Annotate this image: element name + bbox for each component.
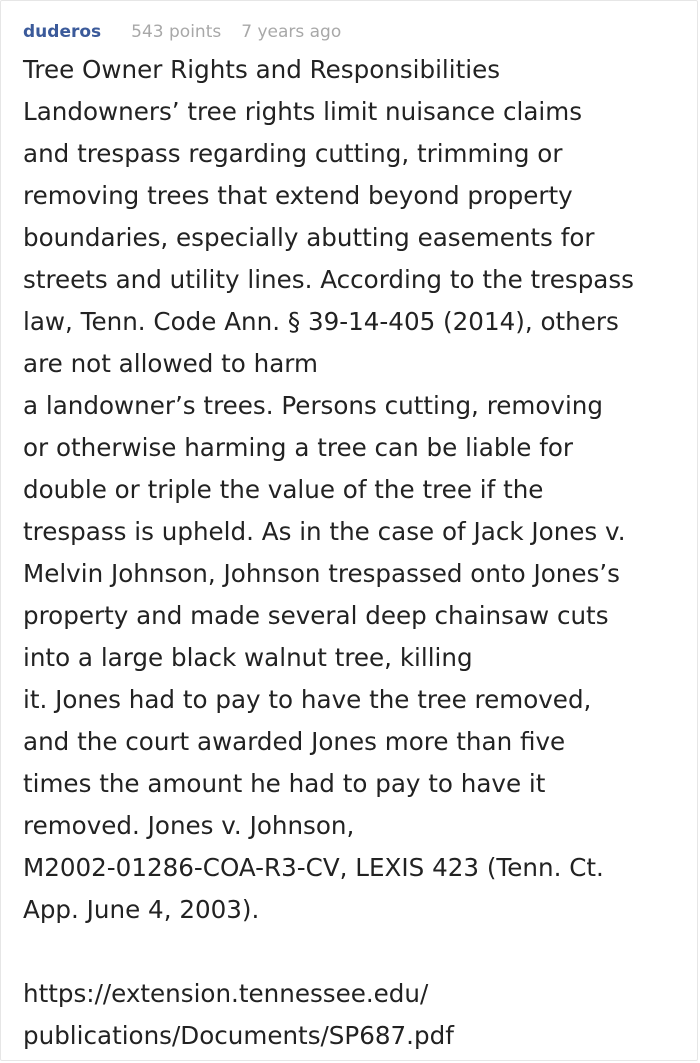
comment-line: App. June 4, 2003). (23, 895, 260, 924)
comment-line: boundaries, especially abutting easements for (23, 223, 595, 252)
comment-line: into a large black walnut tree, killing (23, 643, 473, 672)
comment-line: law, Tenn. Code Ann. § 39-14-405 (2014), others (23, 307, 619, 336)
comment-line: it. Jones had to pay to have the tree removed, (23, 685, 592, 714)
comment-meta (23, 19, 341, 45)
comment-line: and the court awarded Jones more than five (23, 727, 566, 756)
points-count: 543 points (131, 22, 222, 42)
comment-line: Melvin Johnson, Johnson trespassed onto Jones’s (23, 559, 620, 588)
comment-line: property and made several deep chainsaw cuts (23, 601, 609, 630)
author-username[interactable]: duderos (23, 22, 102, 42)
comment-line: and trespass regarding cutting, trimming or (23, 139, 563, 168)
comment-line: times the amount he had to pay to have it (23, 769, 546, 798)
comment-line: trespass is upheld. As in the case of Jack Jones v. (23, 517, 626, 546)
source-link[interactable]: publications/Documents/SP687.pdf (23, 1021, 454, 1050)
comment-line: or otherwise harming a tree can be liable for (23, 433, 574, 462)
paragraph-spacer (23, 931, 683, 973)
source-link[interactable]: https://extension.tennessee.edu/ (23, 979, 429, 1008)
comment-line: M2002-01286-COA-R3-CV, LEXIS 423 (Tenn. Ct. (23, 853, 604, 882)
comment-body (23, 49, 683, 1057)
comment-line: removing trees that extend beyond property (23, 181, 573, 210)
comment-timestamp: 7 years ago (241, 22, 342, 42)
comment-line: a landowner’s trees. Persons cutting, removing (23, 391, 603, 420)
comment-line: double or triple the value of the tree if the (23, 475, 544, 504)
comment-line: removed. Jones v. Johnson, (23, 811, 355, 840)
comment-line: are not allowed to harm (23, 349, 318, 378)
comment-line: Tree Owner Rights and Responsibilities (23, 55, 501, 84)
comment-line: streets and utility lines. According to the trespass (23, 265, 635, 294)
comment-line: Landowners’ tree rights limit nuisance claims (23, 97, 583, 126)
